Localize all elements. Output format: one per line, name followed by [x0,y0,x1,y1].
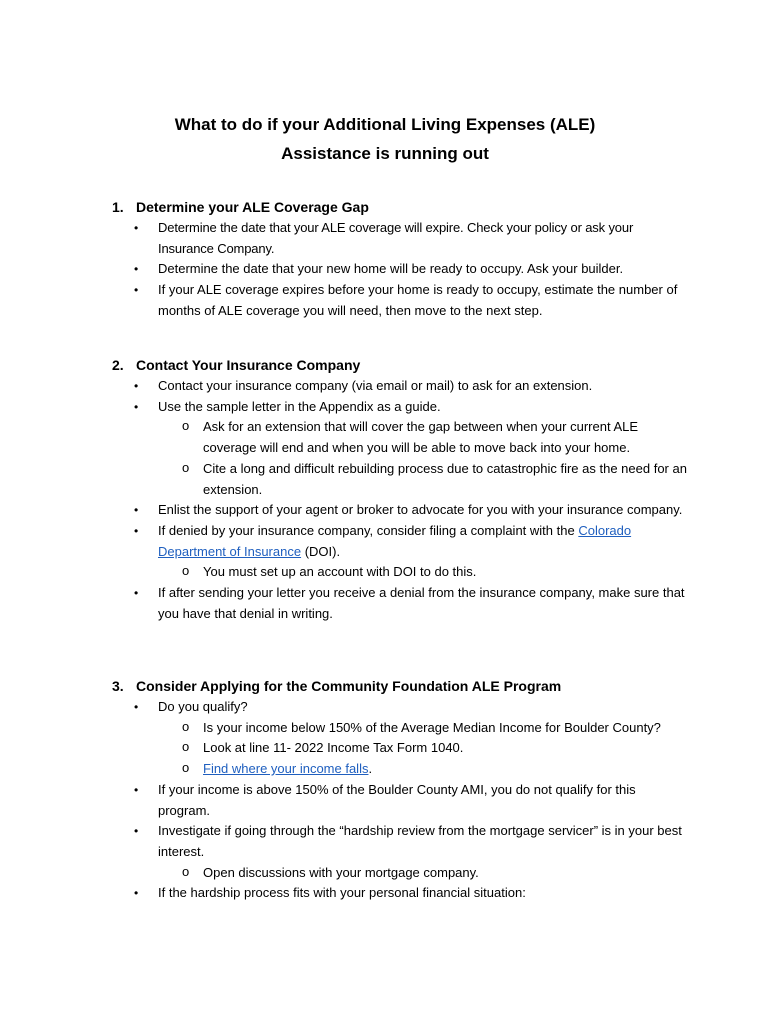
section-heading [112,197,687,218]
list-item-text: Enlist the support of your agent or broker to advocate for you with your insurance company. [158,502,683,518]
bullet-marker: • [134,262,139,277]
sub-bullet-marker: o [182,718,190,734]
list-item-text: Use the sample letter in the Appendix as a guide. [158,398,441,414]
section-title: Determine your ALE Coverage Gap [136,199,369,215]
list-item [112,697,687,718]
sub-bullet-marker: o [182,459,190,475]
section-number: 2. [112,357,124,373]
list-item [112,583,687,624]
bullet-marker: • [134,399,139,414]
list-item-text-suffix: (DOI). [301,543,341,559]
sub-list-item-text: Ask for an extension that will cover the gap between when your current ALE coverage will end and when you will be able to move back into your home. [203,419,639,456]
section-title: Consider Applying for the Community Foundation ALE Program [136,678,562,694]
sub-list-item-text: You must set up an account with DOI to do this. [203,564,477,580]
section-title: Contact Your Insurance Company [136,357,361,373]
list-item-text: Contact your insurance company (via email or mail) to ask for an extension. [158,378,593,393]
list-item [112,821,687,862]
list-item [112,780,687,821]
section-contact-insurance [112,355,687,624]
section-heading [112,355,687,376]
sub-list-item-text-suffix: . [368,761,373,777]
bullet-marker: • [134,379,139,393]
section-number: 3. [112,678,124,694]
sub-list-item [112,863,687,884]
bullet-marker: • [134,503,139,518]
sub-list-item [112,562,687,583]
list-item [112,521,687,562]
list-item-text: If after sending your letter you receive a denial from the insurance company, make sure that you have that denial in writing. [158,585,685,621]
list-item [112,376,687,397]
list-item [112,280,687,321]
sub-bullet-marker: o [182,739,190,755]
list-item-text: If your income is above 150% of the Boulder County AMI, you do not qualify for this program. [158,781,636,818]
sub-bullet-marker: o [182,863,190,879]
sub-bullet-marker: o [182,760,190,776]
sub-list-item [112,718,687,739]
sub-list-item-text: Cite a long and difficult rebuilding process due to catastrophic fire as the need for an extension. [203,460,687,497]
list-item [112,883,687,904]
list-item-text: If denied by your insurance company, consider filing a complaint with the [158,522,579,538]
bullet-marker: • [134,523,139,538]
bullet-marker: • [134,221,139,235]
bullet-marker: • [134,782,139,797]
bullet-marker: • [134,283,139,298]
section-heading [112,676,687,697]
list-item-text: If the hardship process fits with your personal financial situation: [158,885,526,901]
section-number: 1. [112,199,124,215]
sub-list-item-text: Open discussions with your mortgage company. [203,864,479,880]
section-community-foundation [112,676,687,904]
bullet-marker: • [134,700,139,714]
title-line-1: What to do if your Additional Living Expenses (ALE) [174,115,596,134]
bullet-marker: • [134,824,139,839]
section-coverage-gap [112,197,687,322]
sub-list-item-text: Look at line 11- 2022 Income Tax Form 1040. [203,740,464,756]
list-item-text: Do you qualify? [158,699,248,714]
sub-list-item [112,417,687,458]
sub-list-item [112,459,687,500]
sub-bullet-marker: o [182,563,190,579]
list-item-text: If your ALE coverage expires before your home is ready to occupy, estimate the number of months of ALE coverage you will need, then move to the next step. [158,282,678,318]
list-item [112,500,687,521]
sub-list-item [112,738,687,759]
title-line-2: Assistance is running out [281,144,489,163]
bullet-marker: • [134,886,139,901]
list-item-text: Investigate if going through the “hardship review from the mortgage servicer” is in your best interest. [158,823,682,859]
list-item [112,397,687,418]
list-item [112,218,687,259]
bullet-marker: • [134,586,139,601]
colorado-doi-link[interactable]: Colorado Department of Insurance [158,522,632,559]
page-title [0,110,770,168]
list-item [112,259,687,280]
income-falls-link[interactable]: Find where your income falls [203,761,369,777]
sub-list-item-text: Is your income below 150% of the Average Median Income for Boulder County? [203,719,661,735]
sub-list-item [112,759,687,780]
list-item-text: Determine the date that your ALE coverage will expire. Check your policy or ask your Insurance Company. [158,220,634,256]
sub-bullet-marker: o [182,418,190,434]
list-item-text: Determine the date that your new home will be ready to occupy. Ask your builder. [158,261,624,277]
